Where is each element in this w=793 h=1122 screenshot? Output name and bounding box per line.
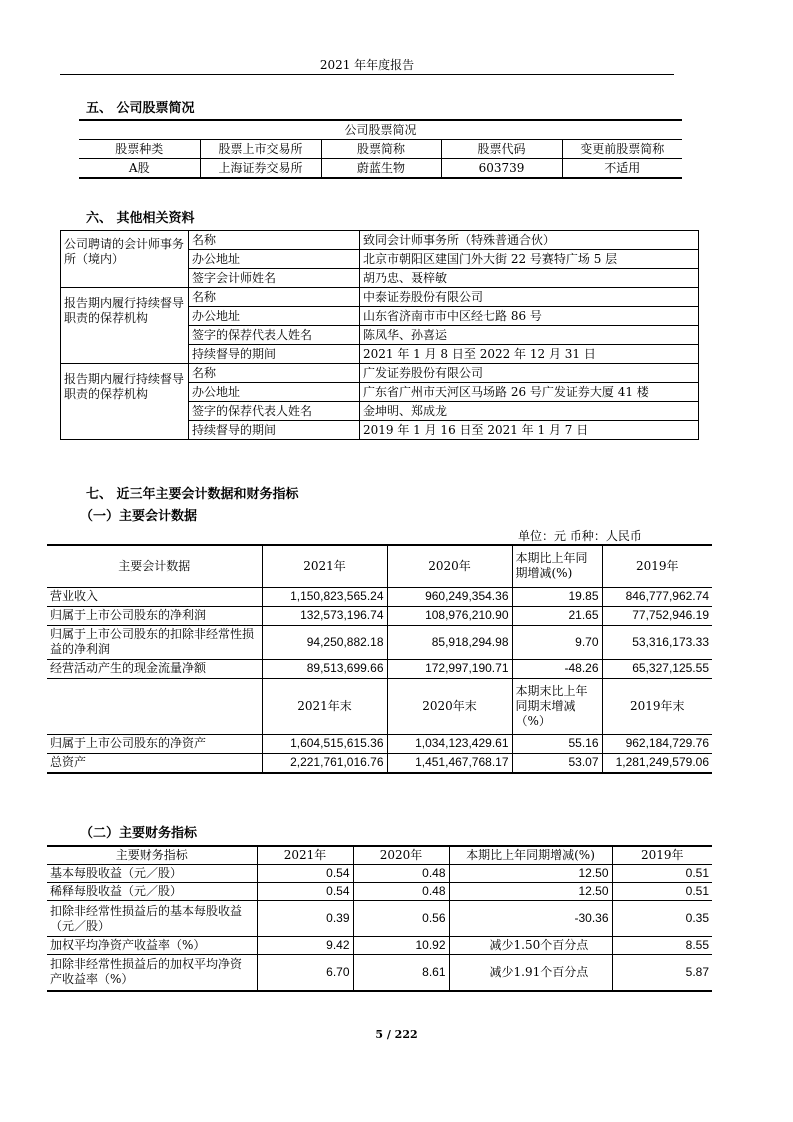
group-label: 公司聘请的会计师事务所（境内） bbox=[61, 231, 189, 288]
acct-label: 归属于上市公司股东的净资产 bbox=[47, 734, 262, 753]
fin-col-header: 2019年 bbox=[612, 846, 712, 865]
fin-value: 0.56 bbox=[353, 901, 449, 937]
field-name: 办公地址 bbox=[189, 250, 360, 269]
stock-col-header: 股票种类 bbox=[79, 140, 200, 159]
acct-value: 1,451,467,768.17 bbox=[387, 753, 512, 773]
field-name: 签字的保荐代表人姓名 bbox=[189, 402, 360, 421]
stock-col-header: 股票上市交易所 bbox=[200, 140, 321, 159]
stock-col-header: 股票代码 bbox=[441, 140, 562, 159]
acct-label: 总资产 bbox=[47, 753, 262, 773]
fin-value: 8.55 bbox=[612, 937, 712, 955]
field-value: 2021 年 1 月 8 日至 2022 年 12 月 31 日 bbox=[360, 345, 699, 364]
field-name: 持续督导的期间 bbox=[189, 421, 360, 440]
acct-value: 89,513,699.66 bbox=[262, 659, 387, 678]
acct-value: 1,604,515,615.36 bbox=[262, 734, 387, 753]
fin-value: 0.48 bbox=[353, 883, 449, 901]
acct-value: 132,573,196.74 bbox=[262, 606, 387, 625]
acct-value: 53.07 bbox=[512, 753, 602, 773]
acct-col-header: 2019年末 bbox=[602, 678, 712, 734]
field-name: 名称 bbox=[189, 288, 360, 307]
field-name: 签字会计师姓名 bbox=[189, 269, 360, 288]
acct-value: 85,918,294.98 bbox=[387, 625, 512, 659]
field-value: 广东省广州市天河区马场路 26 号广发证券大厦 41 楼 bbox=[360, 383, 699, 402]
fin-value: 减少1.91个百分点 bbox=[449, 955, 612, 991]
fin-col-header: 本期比上年同期增减(%) bbox=[449, 846, 612, 865]
section6-heading: 六、 其他相关资料 bbox=[86, 211, 195, 226]
field-value: 北京市朝阳区建国门外大街 22 号赛特广场 5 层 bbox=[360, 250, 699, 269]
fin-value: 0.35 bbox=[612, 901, 712, 937]
acct-value: 9.70 bbox=[512, 625, 602, 659]
acct-value: 21.65 bbox=[512, 606, 602, 625]
accounting-table bbox=[47, 544, 712, 774]
fin-value: 10.92 bbox=[353, 937, 449, 955]
acct-value: 1,281,249,579.06 bbox=[602, 753, 712, 773]
unit-label: 单位：元 币种：人民币 bbox=[518, 529, 642, 543]
acct-label: 归属于上市公司股东的净利润 bbox=[47, 606, 262, 625]
info-table bbox=[60, 230, 699, 440]
acct-col-header: 本期末比上年同期末增减（%） bbox=[512, 678, 602, 734]
fin-label: 基本每股收益（元／股） bbox=[47, 865, 257, 883]
fin-col-header: 2020年 bbox=[353, 846, 449, 865]
acct-label: 归属于上市公司股东的扣除非经常性损益的净利润 bbox=[47, 625, 262, 659]
acct-value: 172,997,190.71 bbox=[387, 659, 512, 678]
acct-col-header: 2021年末 bbox=[262, 678, 387, 734]
section7-heading: 七、 近三年主要会计数据和财务指标 bbox=[86, 487, 299, 502]
acct-value: 19.85 bbox=[512, 587, 602, 606]
field-value: 山东省济南市市中区经七路 86 号 bbox=[360, 307, 699, 326]
fin-value: 8.61 bbox=[353, 955, 449, 991]
acct-value: 1,034,123,429.61 bbox=[387, 734, 512, 753]
fin-value: 0.39 bbox=[257, 901, 353, 937]
acct-value: 65,327,125.55 bbox=[602, 659, 712, 678]
acct-value: 846,777,962.74 bbox=[602, 587, 712, 606]
acct-value: 1,150,823,565.24 bbox=[262, 587, 387, 606]
fin-value: 6.70 bbox=[257, 955, 353, 991]
acct-value: -48.26 bbox=[512, 659, 602, 678]
fin-value: 12.50 bbox=[449, 865, 612, 883]
acct-col-header: 2019年 bbox=[602, 545, 712, 587]
page-number: 5 / 222 bbox=[375, 1028, 418, 1041]
stock-cell: 蔚蓝生物 bbox=[321, 159, 441, 179]
fin-value: -30.36 bbox=[449, 901, 612, 937]
fin-label: 稀释每股收益（元／股） bbox=[47, 883, 257, 901]
fin-label: 加权平均净资产收益率（%） bbox=[47, 937, 257, 955]
field-name: 办公地址 bbox=[189, 307, 360, 326]
acct-value: 77,752,946.19 bbox=[602, 606, 712, 625]
field-name: 名称 bbox=[189, 364, 360, 383]
field-name: 持续督导的期间 bbox=[189, 345, 360, 364]
acct-value: 960,249,354.36 bbox=[387, 587, 512, 606]
fin-value: 0.51 bbox=[612, 865, 712, 883]
acct-col-header: 2021年 bbox=[262, 545, 387, 587]
fin-value: 0.54 bbox=[257, 883, 353, 901]
acct-value: 53,316,173.33 bbox=[602, 625, 712, 659]
field-name: 办公地址 bbox=[189, 383, 360, 402]
acct-value: 2,221,761,016.76 bbox=[262, 753, 387, 773]
acct-col-header: 2020年 bbox=[387, 545, 512, 587]
stock-col-header: 股票简称 bbox=[321, 140, 441, 159]
stock-cell: 603739 bbox=[441, 159, 562, 179]
acct-label: 营业收入 bbox=[47, 587, 262, 606]
acct-col-header: 主要会计数据 bbox=[47, 545, 262, 587]
field-value: 金坤明、郑成龙 bbox=[360, 402, 699, 421]
fin-col-header: 2021年 bbox=[257, 846, 353, 865]
fin-label: 扣除非经常性损益后的加权平均净资产收益率（%） bbox=[47, 955, 257, 991]
field-name: 名称 bbox=[189, 231, 360, 250]
acct-value: 55.16 bbox=[512, 734, 602, 753]
field-value: 2019 年 1 月 16 日至 2021 年 1 月 7 日 bbox=[360, 421, 699, 440]
group-label: 报告期内履行持续督导职责的保荐机构 bbox=[61, 364, 189, 440]
header-divider bbox=[60, 74, 674, 75]
stock-cell: 不适用 bbox=[562, 159, 682, 179]
fin-value: 0.54 bbox=[257, 865, 353, 883]
field-value: 中泰证券股份有限公司 bbox=[360, 288, 699, 307]
stock-table-title: 公司股票简况 bbox=[79, 120, 682, 140]
field-value: 广发证券股份有限公司 bbox=[360, 364, 699, 383]
fin-value: 0.51 bbox=[612, 883, 712, 901]
group-label: 报告期内履行持续督导职责的保荐机构 bbox=[61, 288, 189, 364]
acct-label: 经营活动产生的现金流量净额 bbox=[47, 659, 262, 678]
acct-subheading: （一）主要会计数据 bbox=[80, 509, 198, 524]
financial-indicator-table bbox=[47, 845, 712, 992]
stock-table bbox=[79, 119, 682, 179]
acct-value: 108,976,210.90 bbox=[387, 606, 512, 625]
stock-col-header: 变更前股票简称 bbox=[562, 140, 682, 159]
field-value: 致同会计师事务所（特殊普通合伙） bbox=[360, 231, 699, 250]
acct-value: 94,250,882.18 bbox=[262, 625, 387, 659]
fin-value: 5.87 bbox=[612, 955, 712, 991]
stock-cell: A股 bbox=[79, 159, 200, 179]
section5-heading: 五、 公司股票简况 bbox=[86, 101, 195, 116]
field-value: 陈凤华、孙喜运 bbox=[360, 326, 699, 345]
acct-col-header: 2020年末 bbox=[387, 678, 512, 734]
fin-col-header: 主要财务指标 bbox=[47, 846, 257, 865]
acct-value: 962,184,729.76 bbox=[602, 734, 712, 753]
field-name: 签字的保荐代表人姓名 bbox=[189, 326, 360, 345]
page-header: 2021 年年度报告 bbox=[319, 58, 415, 72]
fin-label: 扣除非经常性损益后的基本每股收益（元／股） bbox=[47, 901, 257, 937]
fin-value: 减少1.50个百分点 bbox=[449, 937, 612, 955]
fin-subheading: （二）主要财务指标 bbox=[80, 826, 198, 841]
acct-col-header bbox=[47, 678, 262, 734]
fin-value: 9.42 bbox=[257, 937, 353, 955]
field-value: 胡乃忠、聂梓敏 bbox=[360, 269, 699, 288]
acct-col-header: 本期比上年同期增减(%) bbox=[512, 545, 602, 587]
stock-cell: 上海证券交易所 bbox=[200, 159, 321, 179]
fin-value: 0.48 bbox=[353, 865, 449, 883]
fin-value: 12.50 bbox=[449, 883, 612, 901]
